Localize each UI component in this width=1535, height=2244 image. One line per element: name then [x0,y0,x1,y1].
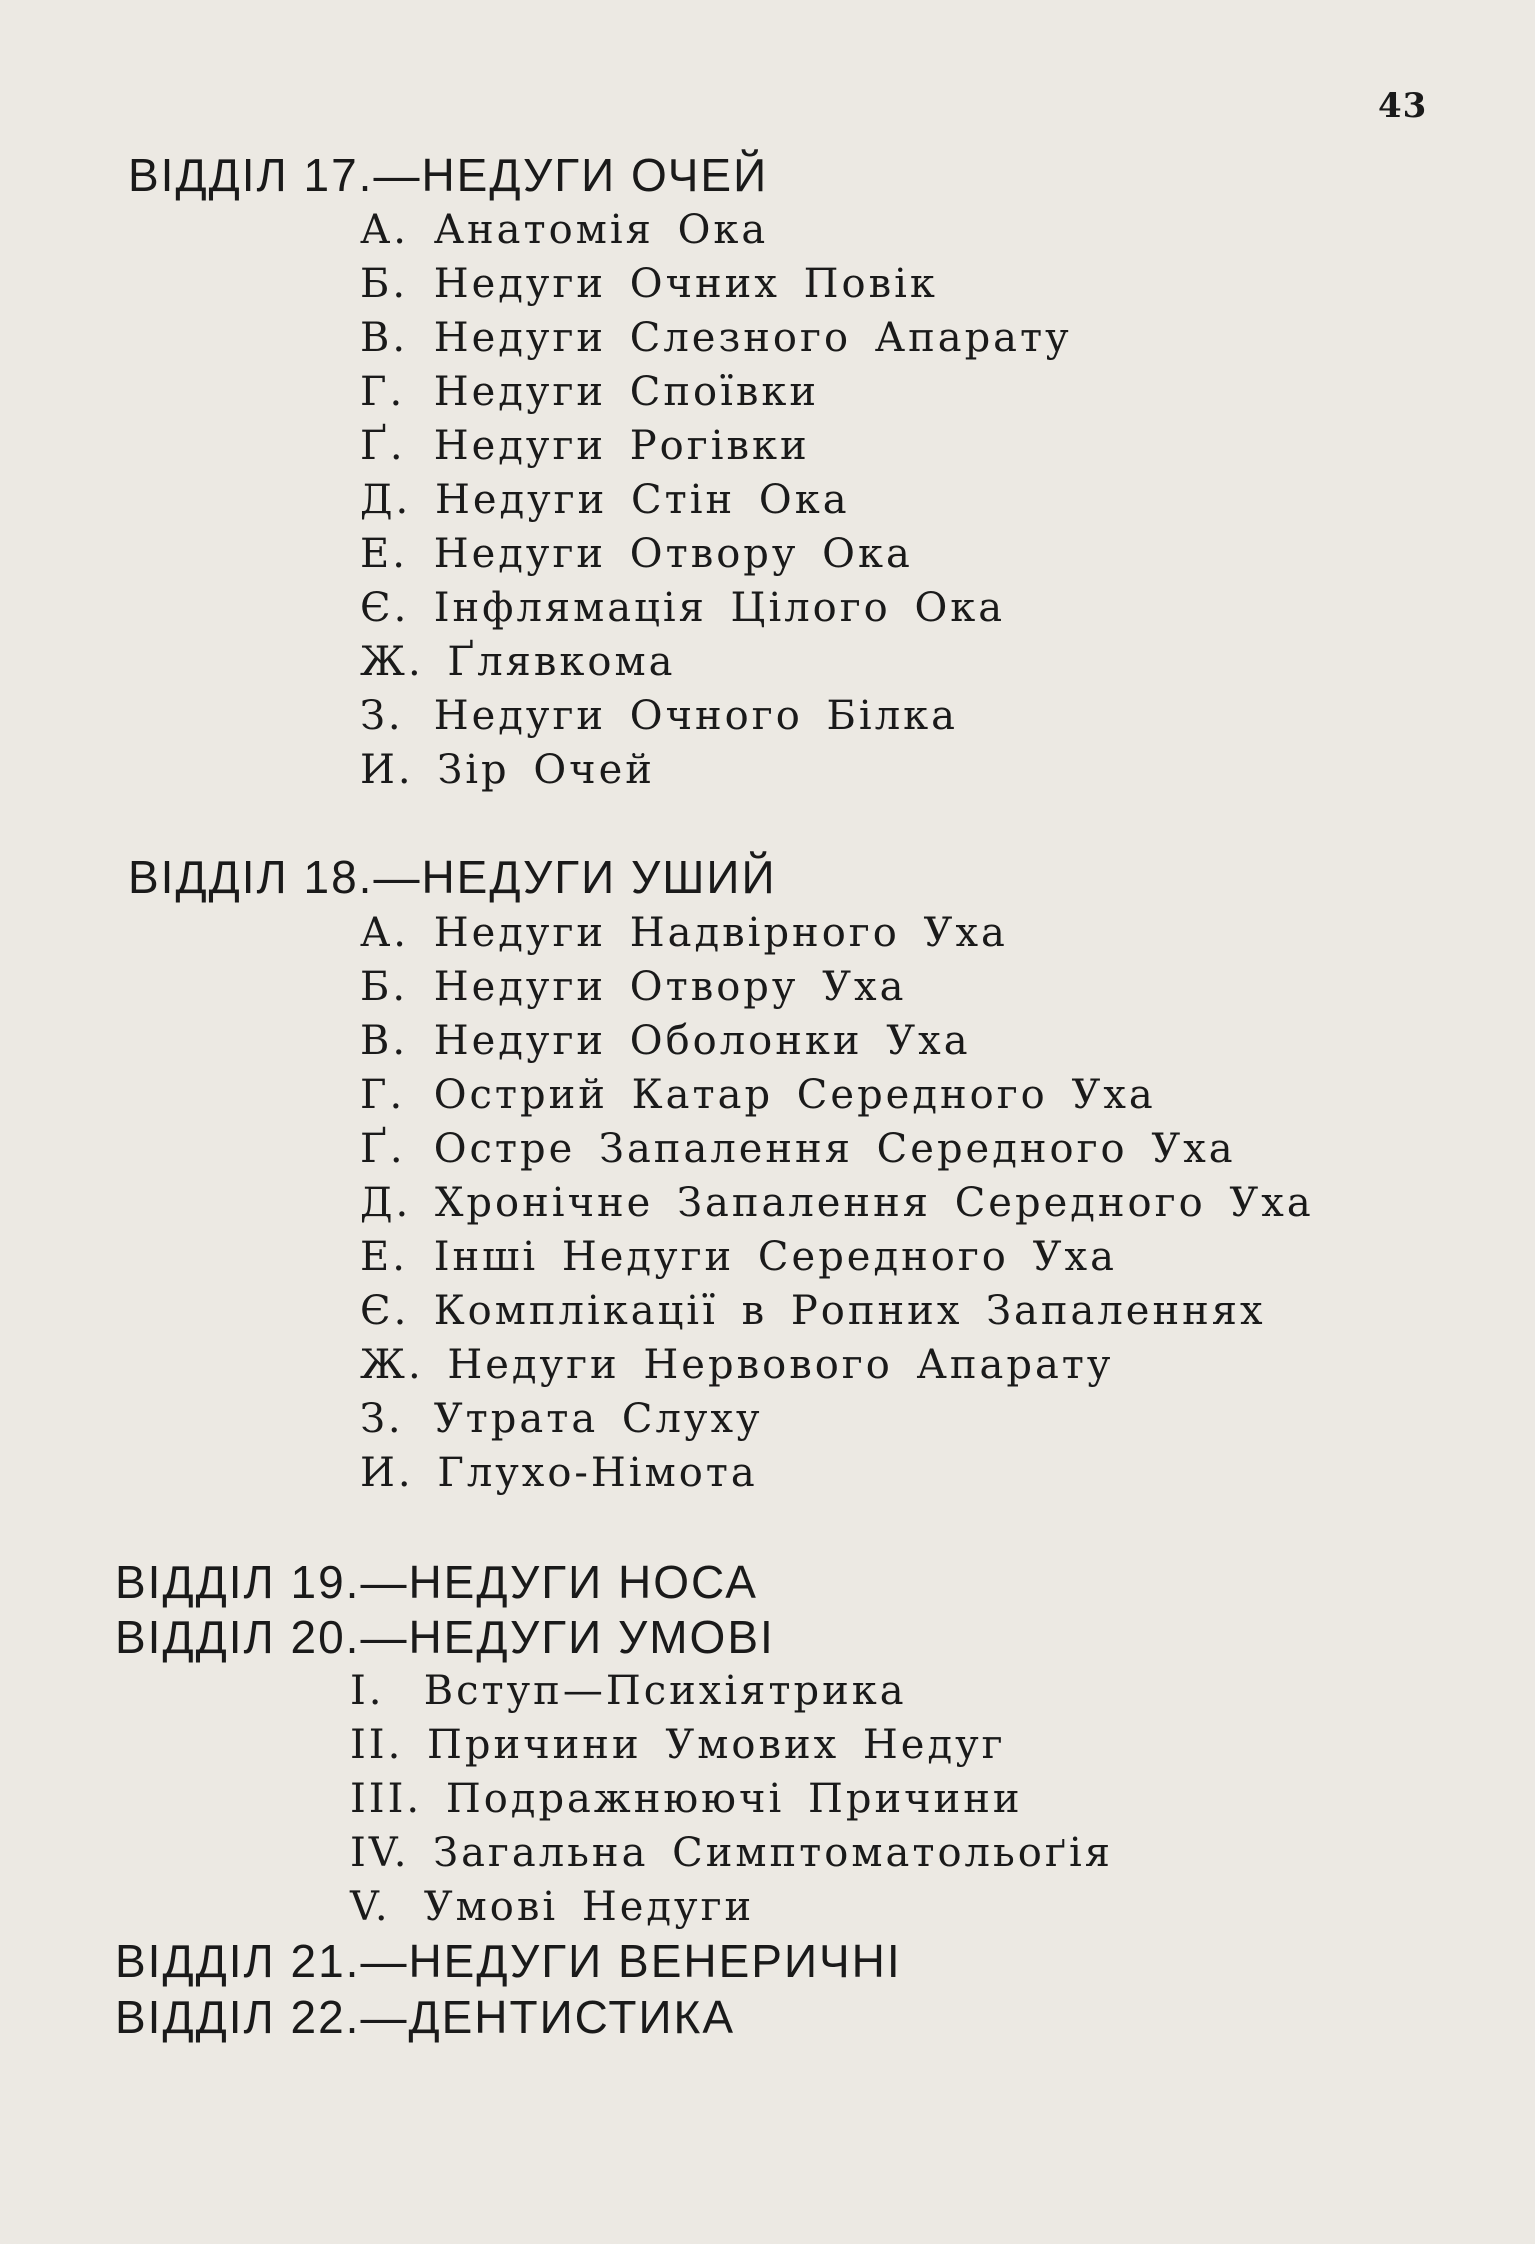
item-letter: Є. [360,585,410,631]
list-item [360,365,819,419]
item-letter: Ж. [360,1342,424,1388]
list-item [360,581,1005,635]
item-letter: З. [360,1396,404,1442]
list-item [360,473,850,527]
list-item [360,1284,1266,1338]
item-letter: В. [360,1018,409,1064]
item-letter: Ґ. [360,423,406,469]
page-number: 43 [1378,86,1428,126]
list-item [360,1176,1314,1230]
list-item [350,1880,754,1934]
list-item [360,419,810,473]
list-item [350,1826,1113,1880]
item-text: Недуги Отвору Ока [433,531,913,577]
item-text: Загальна Симптоматольоґія [433,1830,1113,1876]
item-text: Недуги Оболонки Уха [433,1018,971,1064]
list-item [360,527,913,581]
item-numeral: V. [350,1884,391,1930]
list-item [360,960,906,1014]
item-numeral: I. [350,1668,385,1714]
item-letter: И. [360,747,414,793]
section-heading: ВІДДІЛ 17.—НЕДУГИ ОЧЕЙ [128,149,769,201]
item-text: Причини Умових Недуг [427,1722,1006,1768]
list-item [360,257,938,311]
item-letter: И. [360,1450,414,1496]
item-text: Недуги Споївки [433,369,820,415]
item-text: Остре Запалення Середного Уха [433,1126,1236,1172]
item-letter: А. [360,910,410,956]
item-text: Ґлявкома [447,639,676,685]
section-heading: ВІДДІЛ 18.—НЕДУГИ УШИЙ [128,851,777,903]
item-text: Глухо-Німота [437,1450,758,1496]
item-numeral: II. [350,1722,404,1768]
item-text: Комплікації в Ропних Запаленнях [433,1288,1266,1334]
section-heading: ВІДДІЛ 21.—НЕДУГИ ВЕНЕРИЧНІ [115,1935,902,1987]
item-letter: Г. [360,1072,406,1118]
item-letter: З. [360,693,404,739]
item-letter: Ґ. [360,1126,406,1172]
item-letter: Г. [360,369,406,415]
item-text: Недуги Надвірного Уха [433,910,1008,956]
item-text: Подражнюючі Причини [445,1776,1023,1822]
item-text: Недуги Нервового Апарату [447,1342,1114,1388]
item-text: Умові Недуги [423,1884,755,1930]
item-text: Інфлямація Цілого Ока [433,585,1006,631]
section-heading: ВІДДІЛ 19.—НЕДУГИ НОСА [115,1556,758,1608]
item-text: Хронічне Запалення Середного Уха [434,1180,1314,1226]
item-numeral: III. [350,1776,423,1822]
item-letter: Е. [360,531,408,577]
item-text: Недуги Стін Ока [434,477,850,523]
list-item [360,689,958,743]
item-numeral: IV. [350,1830,410,1876]
item-letter: Б. [360,964,409,1010]
list-item [360,1014,971,1068]
list-item [360,1446,758,1500]
list-item [360,203,768,257]
item-text: Недуги Рогівки [433,423,810,469]
list-item [360,906,1008,960]
item-letter: Д. [360,477,412,523]
list-item [360,1122,1236,1176]
list-item [350,1664,907,1718]
list-item [360,635,675,689]
item-text: Анатомія Ока [433,207,769,253]
list-item [350,1718,1006,1772]
item-text: Недуги Слезного Апарату [433,315,1072,361]
list-item [360,1338,1113,1392]
item-letter: А. [360,207,410,253]
list-item [360,743,655,797]
item-text: Утрата Слуху [433,1396,763,1442]
item-text: Недуги Очного Білка [433,693,958,739]
list-item [360,311,1072,365]
item-text: Вступ—Психіятрика [423,1668,907,1714]
item-letter: Б. [360,261,409,307]
item-letter: Д. [360,1180,412,1226]
item-letter: Є. [360,1288,410,1334]
item-letter: В. [360,315,409,361]
item-letter: Е. [360,1234,408,1280]
list-item [360,1068,1156,1122]
list-item [360,1230,1117,1284]
item-text: Острий Катар Середного Уха [433,1072,1156,1118]
list-item [350,1772,1023,1826]
item-text: Інші Недуги Середного Уха [433,1234,1117,1280]
section-heading: ВІДДІЛ 20.—НЕДУГИ УМОВІ [115,1611,775,1663]
item-text: Недуги Очних Повік [433,261,938,307]
section-heading: ВІДДІЛ 22.—ДЕНТИСТИКА [115,1991,736,2043]
item-text: Зір Очей [437,747,655,793]
item-text: Недуги Отвору Уха [433,964,907,1010]
item-letter: Ж. [360,639,424,685]
list-item [360,1392,763,1446]
